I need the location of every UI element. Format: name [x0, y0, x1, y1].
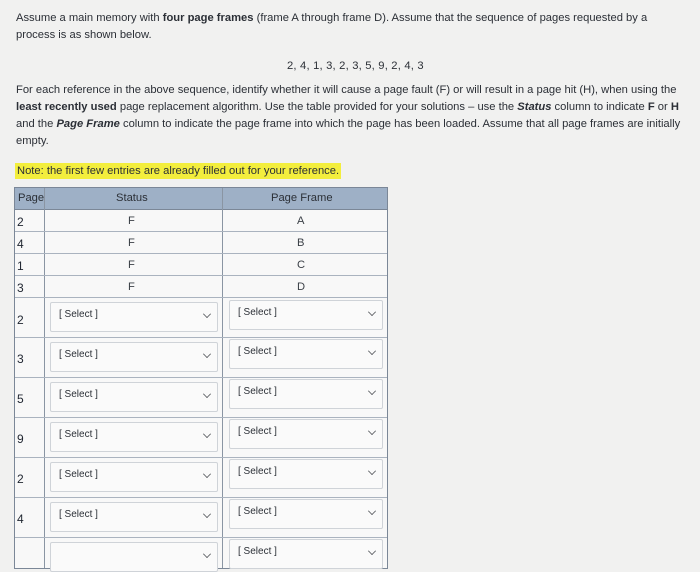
- frame-cell: C: [297, 259, 306, 271]
- answer-table: [14, 187, 388, 569]
- question-intro: [16, 10, 681, 44]
- frame-select[interactable]: [229, 339, 383, 369]
- select-label: [ Select ]: [238, 386, 277, 397]
- instr-text-3: column to indicate: [551, 101, 648, 113]
- frame-cell: D: [297, 281, 306, 293]
- header-page: Page: [18, 192, 45, 204]
- page-cell: 4: [17, 512, 24, 526]
- chevron-down-icon: [368, 308, 376, 316]
- instr-bold-lru: least recently used: [16, 101, 117, 113]
- page-cell: 4: [17, 237, 24, 251]
- chevron-down-icon: [368, 427, 376, 435]
- row-divider: [15, 457, 387, 458]
- row-divider: [15, 377, 387, 378]
- note-highlight: Note: the first few entries are already filled out for your reference.: [17, 165, 340, 177]
- frame-select[interactable]: [229, 379, 383, 409]
- status-select[interactable]: [50, 302, 218, 332]
- instr-text-1: For each reference in the above sequence, identify whether it will cause a page fault (F) or will result in a page hit (H), when using the: [16, 84, 677, 96]
- select-label: [ Select ]: [238, 466, 277, 477]
- instr-bold-frame: Page Frame: [56, 118, 120, 130]
- instr-text-6: column to indicate the page frame into which the page has been loaded. Assume that all page frames are initially empty.: [16, 118, 681, 147]
- select-label: [ Select ]: [59, 429, 98, 440]
- instr-bold-status: Status: [517, 101, 552, 113]
- select-label: [ Select ]: [238, 346, 277, 357]
- status-select[interactable]: [50, 502, 218, 532]
- chevron-down-icon: [203, 390, 211, 398]
- header-status: Status: [116, 192, 148, 204]
- select-label: [ Select ]: [59, 469, 98, 480]
- row-divider: [15, 231, 387, 232]
- row-divider: [15, 337, 387, 338]
- instr-bold-f: F: [647, 101, 655, 113]
- frame-cell: B: [297, 237, 305, 249]
- status-cell: F: [128, 281, 135, 293]
- page-cell: 2: [17, 215, 24, 229]
- status-cell: F: [128, 215, 135, 227]
- frame-select[interactable]: [229, 539, 383, 569]
- row-divider: [15, 297, 387, 298]
- instr-text-4: or: [654, 101, 671, 113]
- chevron-down-icon: [203, 430, 211, 438]
- row-divider: [15, 253, 387, 254]
- intro-text-1: Assume a main memory with: [16, 12, 163, 24]
- chevron-down-icon: [203, 350, 211, 358]
- chevron-down-icon: [368, 507, 376, 515]
- status-select[interactable]: [50, 542, 218, 572]
- select-label: [ Select ]: [59, 389, 98, 400]
- chevron-down-icon: [203, 470, 211, 478]
- chevron-down-icon: [368, 387, 376, 395]
- row-divider: [15, 537, 387, 538]
- chevron-down-icon: [203, 550, 211, 558]
- select-label: [ Select ]: [238, 506, 277, 517]
- table-header: [15, 188, 387, 210]
- select-label: [ Select ]: [238, 307, 277, 318]
- row-divider: [15, 497, 387, 498]
- page-cell: 3: [17, 281, 24, 295]
- intro-text-2: (frame A through frame D). Assume that the sequence of pages requested by a process is as shown below.: [16, 12, 648, 41]
- chevron-down-icon: [203, 510, 211, 518]
- frame-select[interactable]: [229, 419, 383, 449]
- instr-text-2: page replacement algorithm. Use the table provided for your solutions – use the: [116, 101, 518, 113]
- chevron-down-icon: [368, 347, 376, 355]
- status-select[interactable]: [50, 342, 218, 372]
- select-label: [ Select ]: [238, 426, 277, 437]
- intro-bold-1: four page frames: [162, 12, 254, 24]
- frame-select[interactable]: [229, 499, 383, 529]
- column-divider: [44, 188, 45, 568]
- row-divider: [15, 275, 387, 276]
- status-cell: F: [128, 259, 135, 271]
- page-cell: 2: [17, 313, 24, 327]
- status-select[interactable]: [50, 462, 218, 492]
- row-divider: [15, 417, 387, 418]
- question-instructions: [16, 82, 681, 150]
- status-cell: F: [128, 237, 135, 249]
- frame-select[interactable]: [229, 300, 383, 330]
- page-cell: 9: [17, 432, 24, 446]
- select-label: [ Select ]: [59, 509, 98, 520]
- page-sequence: 2, 4, 1, 3, 2, 3, 5, 9, 2, 4, 3: [287, 60, 424, 72]
- frame-select[interactable]: [229, 459, 383, 489]
- select-label: [ Select ]: [59, 349, 98, 360]
- page-cell: 2: [17, 472, 24, 486]
- frame-cell: A: [297, 215, 305, 227]
- page-cell: 1: [17, 259, 24, 273]
- select-label: [ Select ]: [59, 309, 98, 320]
- column-divider: [222, 188, 223, 568]
- select-label: [ Select ]: [238, 546, 277, 557]
- page-cell: 3: [17, 352, 24, 366]
- chevron-down-icon: [368, 467, 376, 475]
- status-select[interactable]: [50, 382, 218, 412]
- page-cell: 5: [17, 392, 24, 406]
- chevron-down-icon: [368, 547, 376, 555]
- status-select[interactable]: [50, 422, 218, 452]
- header-page-frame: Page Frame: [271, 192, 333, 204]
- instr-text-5: and the: [16, 118, 57, 130]
- instr-bold-h: H: [670, 101, 679, 113]
- chevron-down-icon: [203, 310, 211, 318]
